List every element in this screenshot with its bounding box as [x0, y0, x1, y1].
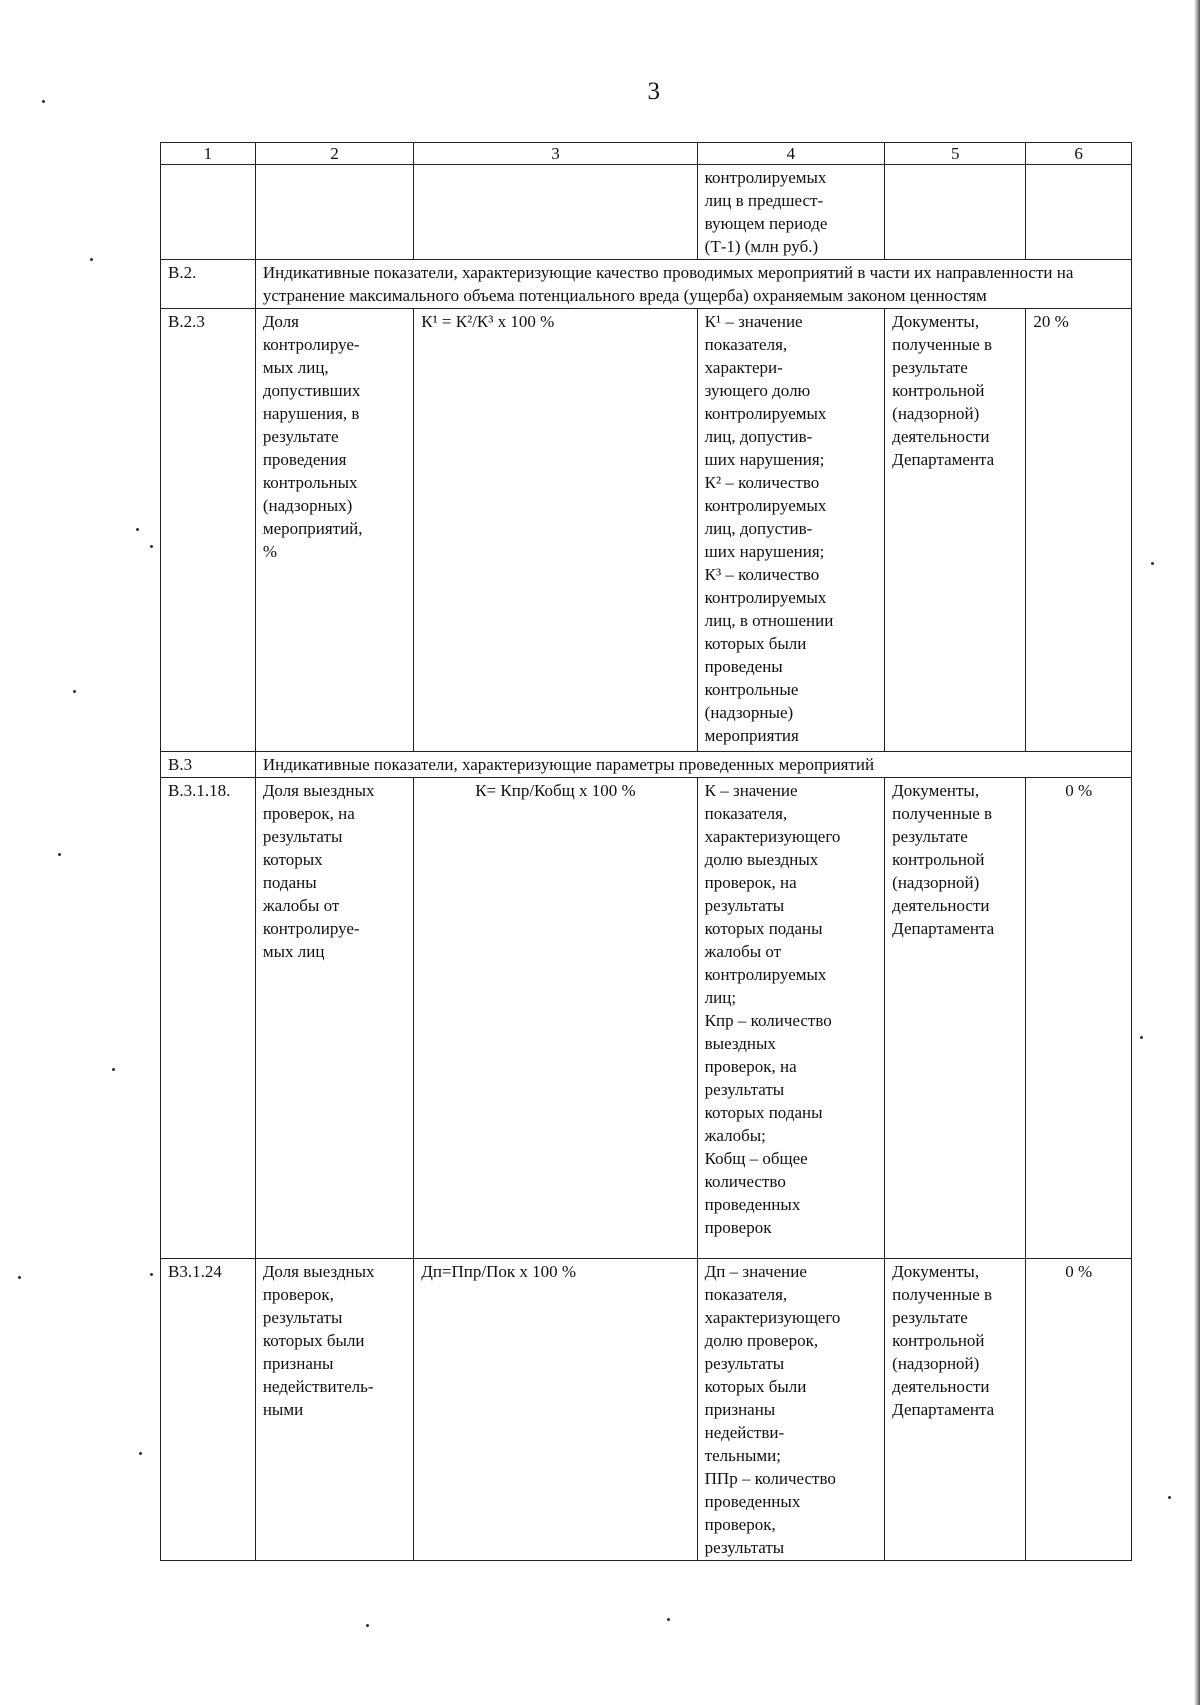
scan-speck	[1140, 1036, 1143, 1039]
scan-speck	[90, 258, 93, 261]
table-row	[161, 1259, 1132, 1561]
indicator-value: 0 %	[1026, 1259, 1132, 1561]
column-header-6: 6	[1026, 143, 1132, 165]
indicator-value: 20 %	[1026, 309, 1132, 752]
section-title: Индикативные показатели, характеризующие параметры проведенных мероприятий	[255, 752, 1131, 778]
scan-speck	[1151, 562, 1154, 565]
scan-speck	[42, 100, 45, 103]
column-header-4: 4	[697, 143, 885, 165]
column-header-1: 1	[161, 143, 256, 165]
indicator-source: Документы, полученные в результате контрольной (надзорной) деятельности Департамента	[885, 309, 1026, 752]
scan-speck	[112, 1068, 115, 1071]
indicator-value	[1026, 165, 1132, 260]
indicator-code: В.2.3	[161, 309, 256, 752]
indicator-name: Доля выездных проверок, результаты которых были признаны недействитель- ными	[255, 1259, 413, 1561]
column-header-2: 2	[255, 143, 413, 165]
indicator-name	[255, 165, 413, 260]
section-row	[161, 260, 1132, 309]
scan-speck	[18, 1276, 21, 1279]
indicator-name: Доля контролируе- мых лиц, допустивших нарушения, в результате проведения контрольных (надзорных) мероприятий, %	[255, 309, 413, 752]
indicator-code: В3.1.24	[161, 1259, 256, 1561]
table-row	[161, 309, 1132, 752]
scan-speck	[136, 528, 139, 531]
indicator-table-wrapper	[160, 142, 1132, 1561]
section-title: Индикативные показатели, характеризующие качество проводимых мероприятий в части их направленности на устранение максимального объема потенциального вреда (ущерба) охраняемым законом ценностям	[255, 260, 1131, 309]
indicator-value: 0 %	[1026, 778, 1132, 1259]
column-header-5: 5	[885, 143, 1026, 165]
indicator-source	[885, 165, 1026, 260]
scan-speck	[73, 690, 76, 693]
indicator-source: Документы, полученные в результате контрольной (надзорной) деятельности Департамента	[885, 778, 1026, 1259]
scan-speck	[366, 1624, 369, 1627]
section-row	[161, 752, 1132, 778]
column-header-row	[161, 143, 1132, 165]
indicator-source: Документы, полученные в результате контрольной (надзорной) деятельности Департамента	[885, 1259, 1026, 1561]
table-row	[161, 778, 1132, 1259]
indicator-description: К – значение показателя, характеризующего долю выездных проверок, на результаты которых поданы жалобы от контролируемых лиц; Кпр – количество выездных проверок, на результаты которых поданы жалобы; Кобщ – общее количество проведенных проверок	[697, 778, 885, 1259]
indicator-description: К¹ – значение показателя, характери- зующего долю контролируемых лиц, допустив- ших нарушения; К² – количество контролируемых лиц, допустив- ших нарушения; К³ – количество контролируемых лиц, в отношении которых были проведены контрольные (надзорные) мероприятия	[697, 309, 885, 752]
section-code: В.2.	[161, 260, 256, 309]
indicator-formula: К= Кпр/Кобщ х 100 %	[414, 778, 697, 1259]
scan-speck	[667, 1618, 670, 1621]
indicator-formula: Дп=Ппр/Пок х 100 %	[414, 1259, 697, 1561]
page-number: 3	[647, 78, 661, 105]
scan-speck	[58, 853, 61, 856]
indicator-description: контролируемых лиц в предшест- вующем периоде (Т-1) (млн руб.)	[697, 165, 885, 260]
section-code: В.3	[161, 752, 256, 778]
scan-speck	[139, 1452, 142, 1455]
indicator-description: Дп – значение показателя, характеризующего долю проверок, результаты которых были признаны недействи- тельными; ППр – количество проведенных проверок, результаты	[697, 1259, 885, 1561]
column-header-3: 3	[414, 143, 697, 165]
indicator-name: Доля выездных проверок, на результаты которых поданы жалобы от контролируе- мых лиц	[255, 778, 413, 1259]
scan-speck	[150, 545, 153, 548]
scan-speck	[150, 1273, 153, 1276]
scan-speck	[1168, 1496, 1171, 1499]
indicator-code: В.3.1.18.	[161, 778, 256, 1259]
scan-edge	[1194, 0, 1200, 1705]
table-row	[161, 165, 1132, 260]
indicator-code	[161, 165, 256, 260]
indicator-formula	[414, 165, 697, 260]
indicator-table	[160, 142, 1132, 1561]
indicator-formula: К¹ = К²/К³ х 100 %	[414, 309, 697, 752]
